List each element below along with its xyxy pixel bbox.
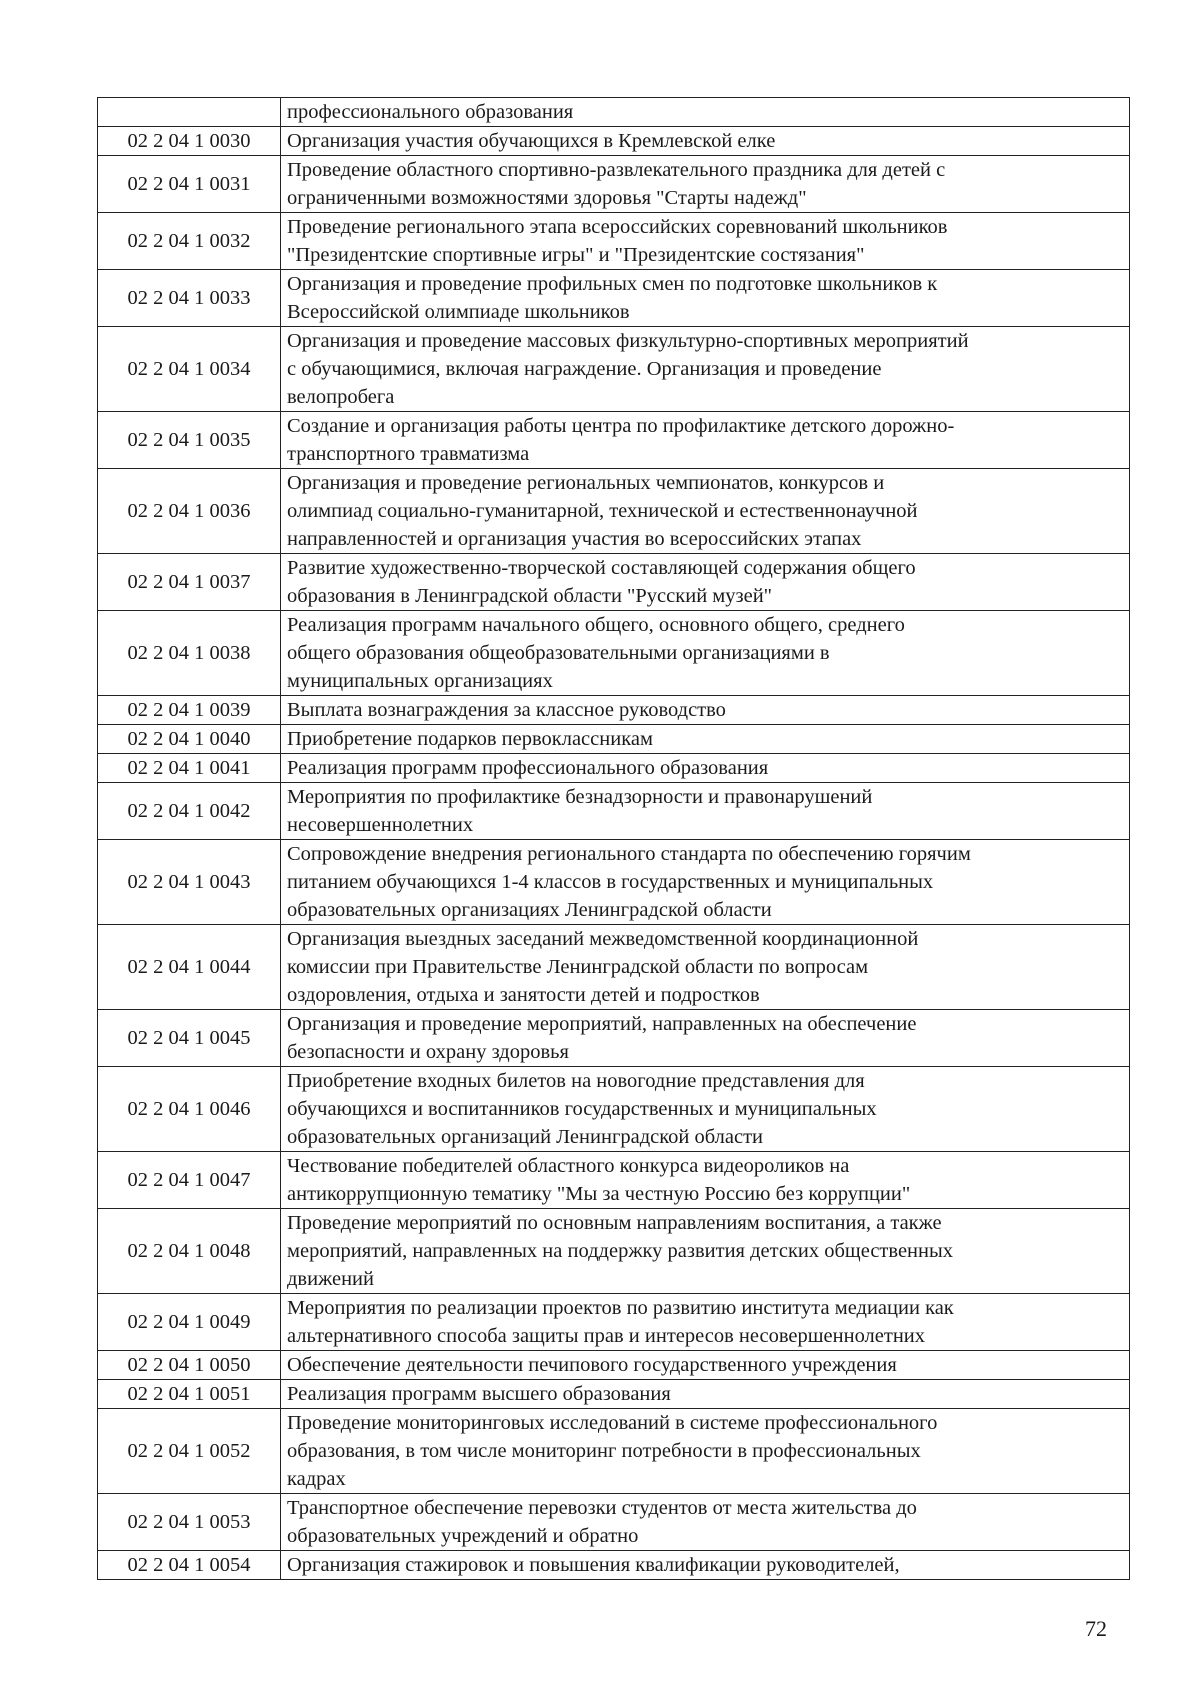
table-row xyxy=(98,327,1130,412)
table-row xyxy=(98,1380,1130,1409)
table-row xyxy=(98,611,1130,696)
row-description xyxy=(281,1294,1130,1351)
table-row xyxy=(98,98,1130,127)
description-line: образования в Ленинградской области "Русский музей" xyxy=(287,585,773,607)
description-line: Проведение областного спортивно-развлекательного праздника для детей с xyxy=(287,159,946,181)
description-line: Организация стажировок и повышения квалификации руководителей, xyxy=(287,1554,900,1576)
row-description xyxy=(281,1494,1130,1551)
row-description xyxy=(281,469,1130,554)
description-line: транспортного травматизма xyxy=(287,443,530,465)
row-code: 02 2 04 1 0052 xyxy=(98,1409,281,1494)
row-description xyxy=(281,696,1130,725)
table-row xyxy=(98,156,1130,213)
description-line: Всероссийской олимпиаде школьников xyxy=(287,301,630,323)
description-line: Мероприятия по профилактике безнадзорности и правонарушений xyxy=(287,786,873,808)
description-line: образовательных учреждений и обратно xyxy=(287,1525,639,1547)
description-line: Обеспечение деятельности печипового государственного учреждения xyxy=(287,1354,897,1376)
description-line: Сопровождение внедрения регионального стандарта по обеспечению горячим xyxy=(287,843,971,865)
description-line: движений xyxy=(287,1268,374,1290)
description-line: мероприятий, направленных на поддержку развития детских общественных xyxy=(287,1240,954,1262)
description-line: велопробега xyxy=(287,386,395,408)
table-row xyxy=(98,412,1130,469)
row-code: 02 2 04 1 0047 xyxy=(98,1152,281,1209)
budget-code-table xyxy=(97,97,1130,1580)
row-code: 02 2 04 1 0043 xyxy=(98,840,281,925)
row-code: 02 2 04 1 0042 xyxy=(98,783,281,840)
description-line: Проведение регионального этапа всероссийских соревнований школьников xyxy=(287,216,948,238)
description-line: Организация участия обучающихся в Кремлевской елке xyxy=(287,130,776,152)
row-description xyxy=(281,725,1130,754)
description-line: направленностей и организация участия во всероссийских этапах xyxy=(287,528,862,550)
table-row xyxy=(98,1209,1130,1294)
description-line: Создание и организация работы центра по профилактике детского дорожно- xyxy=(287,415,955,437)
description-line: ограниченными возможностями здоровья "Старты надежд" xyxy=(287,187,807,209)
description-line: образовательных организациях Ленинградской области xyxy=(287,899,772,921)
table-row xyxy=(98,1010,1130,1067)
row-description xyxy=(281,1351,1130,1380)
table-row xyxy=(98,469,1130,554)
row-code: 02 2 04 1 0051 xyxy=(98,1380,281,1409)
description-line: Организация и проведение мероприятий, направленных на обеспечение xyxy=(287,1013,917,1035)
row-code: 02 2 04 1 0037 xyxy=(98,554,281,611)
row-description xyxy=(281,156,1130,213)
description-line: Организация и проведение профильных смен по подготовке школьников к xyxy=(287,273,938,295)
description-line: обучающихся и воспитанников государственных и муниципальных xyxy=(287,1098,877,1120)
row-description xyxy=(281,412,1130,469)
row-description xyxy=(281,611,1130,696)
table-row xyxy=(98,1409,1130,1494)
row-code: 02 2 04 1 0048 xyxy=(98,1209,281,1294)
row-code xyxy=(98,98,281,127)
table-row xyxy=(98,554,1130,611)
row-description xyxy=(281,1209,1130,1294)
description-line: профессионального образования xyxy=(287,101,574,123)
description-line: с обучающимися, включая награждение. Организация и проведение xyxy=(287,358,882,380)
row-code: 02 2 04 1 0041 xyxy=(98,754,281,783)
row-code: 02 2 04 1 0054 xyxy=(98,1551,281,1580)
row-code: 02 2 04 1 0033 xyxy=(98,270,281,327)
row-description xyxy=(281,127,1130,156)
description-line: Транспортное обеспечение перевозки студентов от места жительства до xyxy=(287,1497,917,1519)
row-code: 02 2 04 1 0044 xyxy=(98,925,281,1010)
table-row xyxy=(98,1494,1130,1551)
row-code: 02 2 04 1 0050 xyxy=(98,1351,281,1380)
table-row xyxy=(98,783,1130,840)
table-row xyxy=(98,925,1130,1010)
description-line: общего образования общеобразовательными организациями в xyxy=(287,642,830,664)
description-line: олимпиад социально-гуманитарной, технической и естественнонаучной xyxy=(287,500,918,522)
row-code: 02 2 04 1 0053 xyxy=(98,1494,281,1551)
row-code: 02 2 04 1 0036 xyxy=(98,469,281,554)
description-line: кадрах xyxy=(287,1468,346,1490)
description-line: Проведение мероприятий по основным направлениям воспитания, а также xyxy=(287,1212,942,1234)
description-line: комиссии при Правительстве Ленинградской области по вопросам xyxy=(287,956,869,978)
description-line: Организация и проведение региональных чемпионатов, конкурсов и xyxy=(287,472,885,494)
description-line: антикоррупционную тематику "Мы за честную Россию без коррупции" xyxy=(287,1183,911,1205)
table-row xyxy=(98,696,1130,725)
table-row xyxy=(98,725,1130,754)
description-line: образования, в том числе мониторинг потребности в профессиональных xyxy=(287,1440,921,1462)
table-row xyxy=(98,1067,1130,1152)
table-row xyxy=(98,127,1130,156)
row-description xyxy=(281,554,1130,611)
description-line: Организация и проведение массовых физкультурно-спортивных мероприятий xyxy=(287,330,969,352)
description-line: оздоровления, отдыха и занятости детей и подростков xyxy=(287,984,760,1006)
row-description xyxy=(281,1380,1130,1409)
table-row xyxy=(98,213,1130,270)
row-description xyxy=(281,925,1130,1010)
row-code: 02 2 04 1 0035 xyxy=(98,412,281,469)
table-row xyxy=(98,1152,1130,1209)
description-line: альтернативного способа защиты прав и интересов несовершеннолетних xyxy=(287,1325,926,1347)
description-line: несовершеннолетних xyxy=(287,814,474,836)
description-line: Развитие художественно-творческой составляющей содержания общего xyxy=(287,557,916,579)
page-number: 72 xyxy=(1085,1616,1107,1641)
row-description xyxy=(281,98,1130,127)
description-line: Мероприятия по реализации проектов по развитию института медиации как xyxy=(287,1297,954,1319)
row-description xyxy=(281,1152,1130,1209)
table-body xyxy=(98,98,1130,1580)
row-code: 02 2 04 1 0040 xyxy=(98,725,281,754)
row-description xyxy=(281,1409,1130,1494)
description-line: Реализация программ профессионального образования xyxy=(287,757,769,779)
row-code: 02 2 04 1 0046 xyxy=(98,1067,281,1152)
row-description xyxy=(281,213,1130,270)
description-line: муниципальных организациях xyxy=(287,670,553,692)
description-line: питанием обучающихся 1-4 классов в государственных и муниципальных xyxy=(287,871,934,893)
row-description xyxy=(281,1010,1130,1067)
description-line: безопасности и охрану здоровья xyxy=(287,1041,569,1063)
description-line: Проведение мониторинговых исследований в системе профессионального xyxy=(287,1412,938,1434)
row-description xyxy=(281,783,1130,840)
table-row xyxy=(98,840,1130,925)
table-row xyxy=(98,754,1130,783)
row-description xyxy=(281,1067,1130,1152)
description-line: Реализация программ начального общего, основного общего, среднего xyxy=(287,614,905,636)
row-code: 02 2 04 1 0031 xyxy=(98,156,281,213)
description-line: Выплата вознаграждения за классное руководство xyxy=(287,699,726,721)
description-line: Реализация программ высшего образования xyxy=(287,1383,671,1405)
description-line: Чествование победителей областного конкурса видеороликов на xyxy=(287,1155,850,1177)
table-row xyxy=(98,1551,1130,1580)
row-description xyxy=(281,1551,1130,1580)
row-code: 02 2 04 1 0038 xyxy=(98,611,281,696)
description-line: "Президентские спортивные игры" и "Президентские состязания" xyxy=(287,244,865,266)
description-line: образовательных организаций Ленинградской области xyxy=(287,1126,764,1148)
table-row xyxy=(98,270,1130,327)
row-code: 02 2 04 1 0030 xyxy=(98,127,281,156)
row-description xyxy=(281,270,1130,327)
row-code: 02 2 04 1 0045 xyxy=(98,1010,281,1067)
row-description xyxy=(281,754,1130,783)
row-code: 02 2 04 1 0039 xyxy=(98,696,281,725)
row-code: 02 2 04 1 0032 xyxy=(98,213,281,270)
row-description xyxy=(281,840,1130,925)
description-line: Приобретение подарков первоклассникам xyxy=(287,728,653,750)
row-description xyxy=(281,327,1130,412)
table-row xyxy=(98,1294,1130,1351)
row-code: 02 2 04 1 0034 xyxy=(98,327,281,412)
description-line: Приобретение входных билетов на новогодние представления для xyxy=(287,1070,865,1092)
description-line: Организация выездных заседаний межведомственной координационной xyxy=(287,928,919,950)
row-code: 02 2 04 1 0049 xyxy=(98,1294,281,1351)
table-row xyxy=(98,1351,1130,1380)
